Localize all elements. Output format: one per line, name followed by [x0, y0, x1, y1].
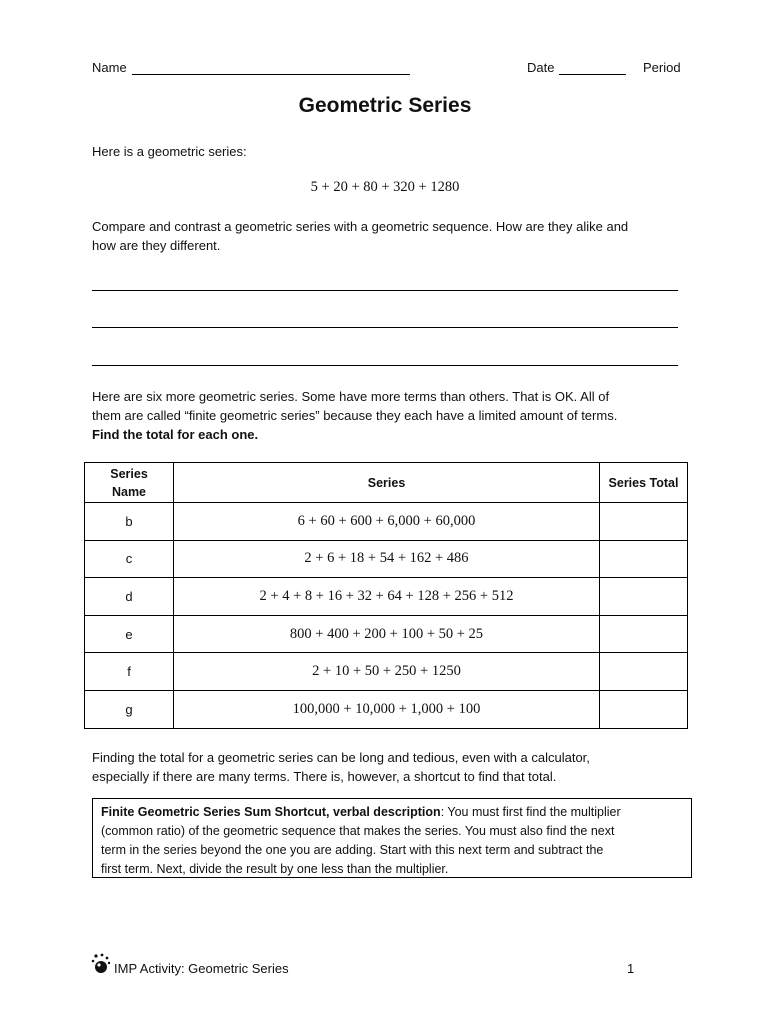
- footer-text: IMP Activity: Geometric Series: [114, 961, 289, 976]
- shortcut-box: [92, 798, 692, 878]
- date-label: Date: [527, 60, 555, 75]
- table-row: [85, 578, 688, 616]
- shortcut-heading: Finite Geometric Series Sum Shortcut, verbal description: [101, 805, 441, 819]
- series-name-cell: e: [85, 615, 174, 653]
- series-name-cell: f: [85, 653, 174, 691]
- imp-logo-icon: [90, 952, 114, 976]
- header-series: Series: [174, 463, 600, 503]
- table-row: [85, 653, 688, 691]
- intro-text: Here is a geometric series:: [92, 144, 247, 159]
- series-cell: 800 + 400 + 200 + 100 + 50 + 25: [174, 615, 600, 653]
- name-label: Name: [92, 60, 127, 75]
- table-row: [85, 540, 688, 578]
- series-name-cell: d: [85, 578, 174, 616]
- series-cell: 6 + 60 + 600 + 6,000 + 60,000: [174, 503, 600, 541]
- instructions-line-3: Find the total for each one.: [92, 427, 259, 442]
- shortcut-line-2: (common ratio) of the geometric sequence that makes the series. You must also find the next: [101, 824, 615, 838]
- series-total-cell[interactable]: [600, 540, 688, 578]
- series-cell: 2 + 6 + 18 + 54 + 162 + 486: [174, 540, 600, 578]
- series-total-cell[interactable]: [600, 690, 688, 728]
- answer-line[interactable]: [92, 365, 678, 366]
- table-header-row: [85, 463, 688, 503]
- series-table: [84, 462, 688, 729]
- series-name-cell: c: [85, 540, 174, 578]
- header-series-name: Series Name: [85, 463, 174, 503]
- header-series-total: Series Total: [600, 463, 688, 503]
- closing-line-1: Finding the total for a geometric series can be long and tedious, even with a calculator,: [92, 750, 590, 765]
- series-name-cell: b: [85, 503, 174, 541]
- question-line-2: how are they different.: [92, 238, 221, 253]
- closing-line-2: especially if there are many terms. There is, however, a shortcut to find that total.: [92, 769, 557, 784]
- period-label: Period: [643, 60, 681, 75]
- shortcut-line-1: [101, 803, 683, 822]
- series-cell: 2 + 4 + 8 + 16 + 32 + 64 + 128 + 256 + 512: [174, 578, 600, 616]
- series-cell: 100,000 + 10,000 + 1,000 + 100: [174, 690, 600, 728]
- series-name-cell: g: [85, 690, 174, 728]
- table-row: [85, 503, 688, 541]
- page-title: Geometric Series: [298, 94, 472, 117]
- date-field[interactable]: [559, 74, 626, 75]
- answer-line[interactable]: [92, 290, 678, 291]
- shortcut-line-3: term in the series beyond the one you are adding. Start with this next term and subtract the: [101, 843, 604, 857]
- page-number: 1: [627, 961, 635, 976]
- instructions-line-1: Here are six more geometric series. Some have more terms than others. That is OK. All of: [92, 389, 610, 404]
- series-total-cell[interactable]: [600, 578, 688, 616]
- answer-line[interactable]: [92, 327, 678, 328]
- table-row: [85, 690, 688, 728]
- series-total-cell[interactable]: [600, 503, 688, 541]
- shortcut-line-1-rest: : You must first find the multiplier: [440, 805, 621, 819]
- name-field[interactable]: [132, 74, 410, 75]
- series-total-cell[interactable]: [600, 653, 688, 691]
- series-total-cell[interactable]: [600, 615, 688, 653]
- series-cell: 2 + 10 + 50 + 250 + 1250: [174, 653, 600, 691]
- instructions-line-2: them are called “finite geometric series” because they each have a limited amount of terms.: [92, 408, 618, 423]
- table-row: [85, 615, 688, 653]
- shortcut-line-4: first term. Next, divide the result by one less than the multiplier.: [101, 862, 449, 876]
- question-line-1: Compare and contrast a geometric series with a geometric sequence. How are they alike and: [92, 219, 629, 234]
- example-series: 5 + 20 + 80 + 320 + 1280: [310, 179, 460, 195]
